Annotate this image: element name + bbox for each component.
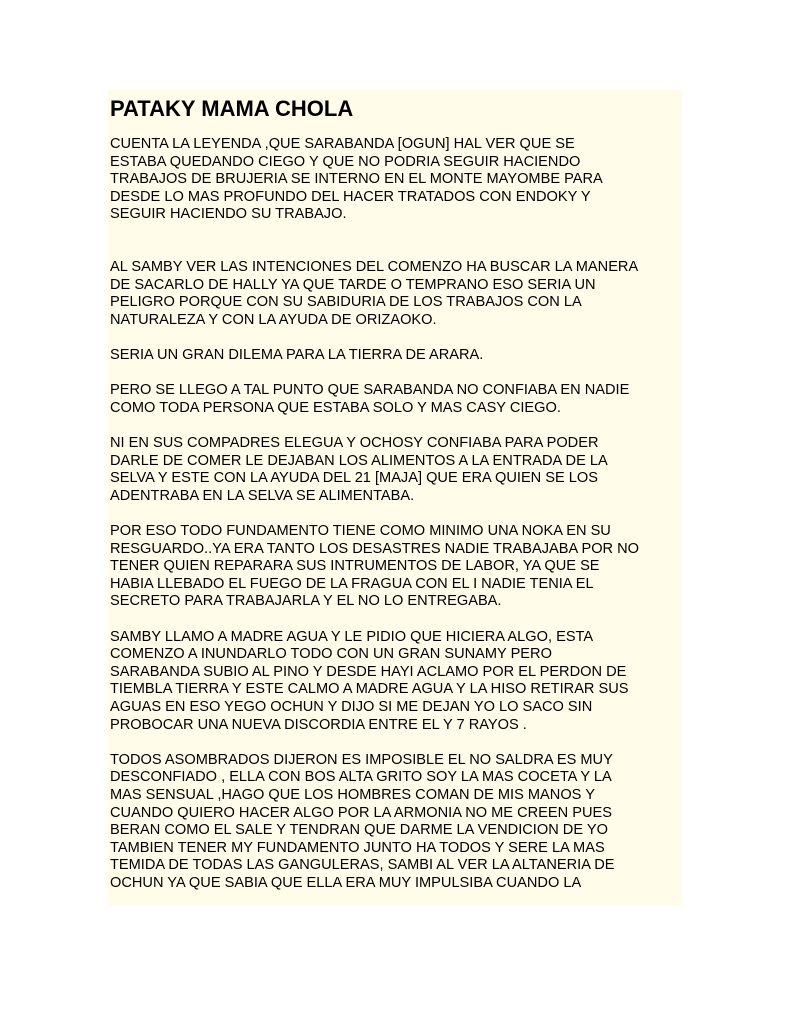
paragraph-8: TODOS ASOMBRADOS DIJERON ES IMPOSIBLE EL NO SALDRA ES MUY DESCONFIADO , ELLA CON BOS ALTA GRITO SOY LA MAS COCETA Y LA MAS SENSUAL ,HAGO QUE LOS HOMBRES COMAN DE MIS MANOS Y CUANDO QUIERO HACER ALGO POR LA ARMONIA NO ME CREEN PUES BERAN COMO EL SALE Y TENDRAN QUE DARME LA VENDICION DE YO TAMBIEN TENER MY FUNDAMENTO JUNTO HA TODOS Y SERE LA MAS TEMIDA DE TODAS LAS GANGULERAS, SAMBI AL VER LA ALTANERIA DE OCHUN YA QUE SABIA QUE ELLA ERA MUY IMPULSIBA CUANDO LA bbox=[110, 751, 615, 891]
paragraph-6: POR ESO TODO FUNDAMENTO TIENE COMO MINIMO UNA NOKA EN SU RESGUARDO..YA ERA TANTO LOS DESASTRES NADIE TRABAJABA POR NO TENER QUIEN REPARARA SUS INTRUMENTOS DE LABOR, YA QUE SE HABIA LLEBADO EL FUEGO DE LA FRAGUA CON EL I NADIE TENIA EL SECRETO PARA TRABAJARLA Y EL NO LO ENTREGABA. bbox=[110, 523, 640, 610]
paragraph-3: SERIA UN GRAN DILEMA PARA LA TIERRA DE ARARA. bbox=[110, 347, 484, 364]
paragraph-7: SAMBY LLAMO A MADRE AGUA Y LE PIDIO QUE HICIERA ALGO, ESTA COMENZO A INUNDARLO TODO CON UN GRAN SUNAMY PERO SARABANDA SUBIO AL PINO Y DESDE HAYI ACLAMO POR EL PERDON DE TIEMBLA TIERRA Y ESTE CALMO A MADRE AGUA Y LA HISO RETIRAR SUS AGUAS EN ESO YEGO OCHUN Y DIJO SI ME DEJAN YO LO SACO SIN PROBOCAR UNA NUEVA DISCORDIA ENTRE EL Y 7 RAYOS . bbox=[110, 628, 629, 733]
paragraph-2: AL SAMBY VER LAS INTENCIONES DEL COMENZO HA BUSCAR LA MANERA DE SACARLO DE HALLY YA QUE TARDE O TEMPRANO ESO SERIA UN PELIGRO PORQUE CON SU SABIDURIA DE LOS TRABAJOS CON LA NATURALEZA Y CON LA AYUDA DE ORIZAOKO. bbox=[110, 259, 639, 328]
document-title: PATAKY MAMA CHOLA bbox=[110, 96, 354, 121]
paragraph-4: PERO SE LLEGO A TAL PUNTO QUE SARABANDA NO CONFIABA EN NADIE COMO TODA PERSONA QUE ESTABA SOLO Y MAS CASY CIEGO. bbox=[110, 382, 630, 416]
paragraph-list bbox=[108, 122, 682, 893]
highlighted-text-block bbox=[108, 90, 682, 906]
paragraph-5: NI EN SUS COMPADRES ELEGUA Y OCHOSY CONFIABA PARA PODER DARLE DE COMER LE DEJABAN LOS ALIMENTOS A LA ENTRADA DE LA SELVA Y ESTE CON LA AYUDA DEL 21 [MAJA] QUE ERA QUIEN SE LOS ADENTRABA EN LA SELVA SE ALIMENTABA. bbox=[110, 435, 608, 504]
paragraph-1: CUENTA LA LEYENDA ,QUE SARABANDA [OGUN] HAL VER QUE SE ESTABA QUEDANDO CIEGO Y QUE NO PODRIA SEGUIR HACIENDO TRABAJOS DE BRUJERIA SE INTERNO EN EL MONTE MAYOMBE PARA DESDE LO MAS PROFUNDO DEL HACER TRATADOS CON ENDOKY Y SEGUIR HACIENDO SU TRABAJO. bbox=[110, 136, 603, 223]
